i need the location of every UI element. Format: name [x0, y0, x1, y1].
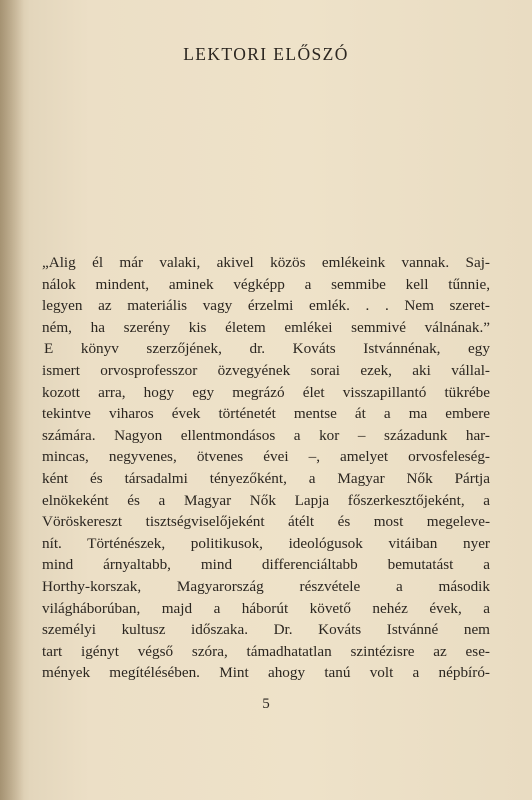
text-line: kozott arra, hogy egy megrázó élet visszapillantó tükrébe [42, 383, 490, 401]
text-line: mind árnyaltabb, mind differenciáltabb bemutatást a [42, 556, 490, 574]
text-line: világháborúban, majd a háborút követő nehéz évek, a [42, 599, 490, 617]
text-line: legyen az materiális vagy érzelmi emlék. . . Nem szeret- [42, 297, 490, 315]
text-line: számára. Nagyon ellentmondásos a kor – századunk har- [42, 426, 490, 444]
text-line: Horthy-korszak, Magyarország részvétele a második [42, 577, 490, 595]
text-line: tart igényt végső szóra, támadhatatlan szintézisre az ese- [42, 642, 490, 660]
text-line: tekintve viharos évek történetét mentse át a ma embere [42, 405, 490, 423]
text-line: nít. Történészek, politikusok, ideológusok vitáiban nyer [42, 534, 490, 552]
text-line: személyi kultusz időszaka. Dr. Kováts Istvánné nem [42, 621, 490, 639]
text-line: nálok mindent, aminek végképp a semmibe kell tűnnie, [42, 275, 490, 293]
text-line: ismert orvosprofesszor özvegyének sorai ezek, aki vállal- [42, 361, 490, 379]
page-number: 5 [262, 696, 270, 712]
text-line: ném, ha szerény kis életem emlékei semmivé válnának.” [42, 318, 490, 336]
text-line: E könyv szerzőjének, dr. Kováts Istvánnénak, egy [44, 340, 490, 358]
binding-shadow [0, 0, 24, 800]
text-line: mények megítélésében. Mint ahogy tanú volt a népbíró- [42, 664, 490, 682]
text-line: „Alig él már valaki, akivel közös emlékeink vannak. Saj- [42, 254, 490, 271]
text-line: elnökeként és a Magyar Nők Lapja főszerkesztőjeként, a [42, 491, 490, 509]
text-line: Vöröskereszt tisztségviselőjeként átélt és most megeleve- [42, 513, 490, 531]
text-line: mincas, negyvenes, ötvenes évei –, amelyet orvosfeleség- [42, 448, 490, 466]
text-line: ként és társadalmi tényezőként, a Magyar Nők Pártja [42, 469, 490, 487]
chapter-title: LEKTORI ELŐSZÓ [183, 44, 349, 64]
body-text [42, 252, 490, 684]
